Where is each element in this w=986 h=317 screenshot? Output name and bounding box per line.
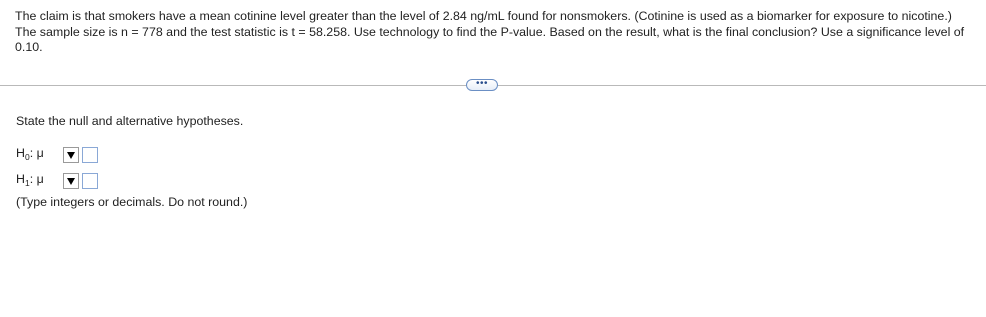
alternative-value-input[interactable] [82, 173, 98, 189]
expand-more-button[interactable]: ••• [466, 79, 498, 91]
instruction-text: State the null and alternative hypotheses. [16, 114, 244, 128]
answer-format-hint: (Type integers or decimals. Do not round.) [16, 195, 248, 209]
chevron-down-icon [67, 178, 75, 185]
question-text: The claim is that smokers have a mean cotinine level greater than the level of 2.84 ng/mL found for nonsmokers. (Cotinine is used as a biomarker for exposure to nicotine.) The sample size is n = 778 and the test statistic is t = 58.258. Use technology to find the P-value. Based on the result, what is the final conclusion? Use a significance level of 0.10. [15, 9, 965, 54]
chevron-down-icon [67, 152, 75, 159]
alternative-hypothesis-row [16, 172, 98, 190]
null-hypothesis-row [16, 146, 98, 164]
alternative-hypothesis-label: $H_1$: μ [16, 171, 44, 188]
null-operator-dropdown[interactable] [63, 147, 79, 163]
alternative-operator-dropdown[interactable] [63, 173, 79, 189]
null-hypothesis-label: $H_0$: μ [16, 145, 44, 162]
null-value-input[interactable] [82, 147, 98, 163]
